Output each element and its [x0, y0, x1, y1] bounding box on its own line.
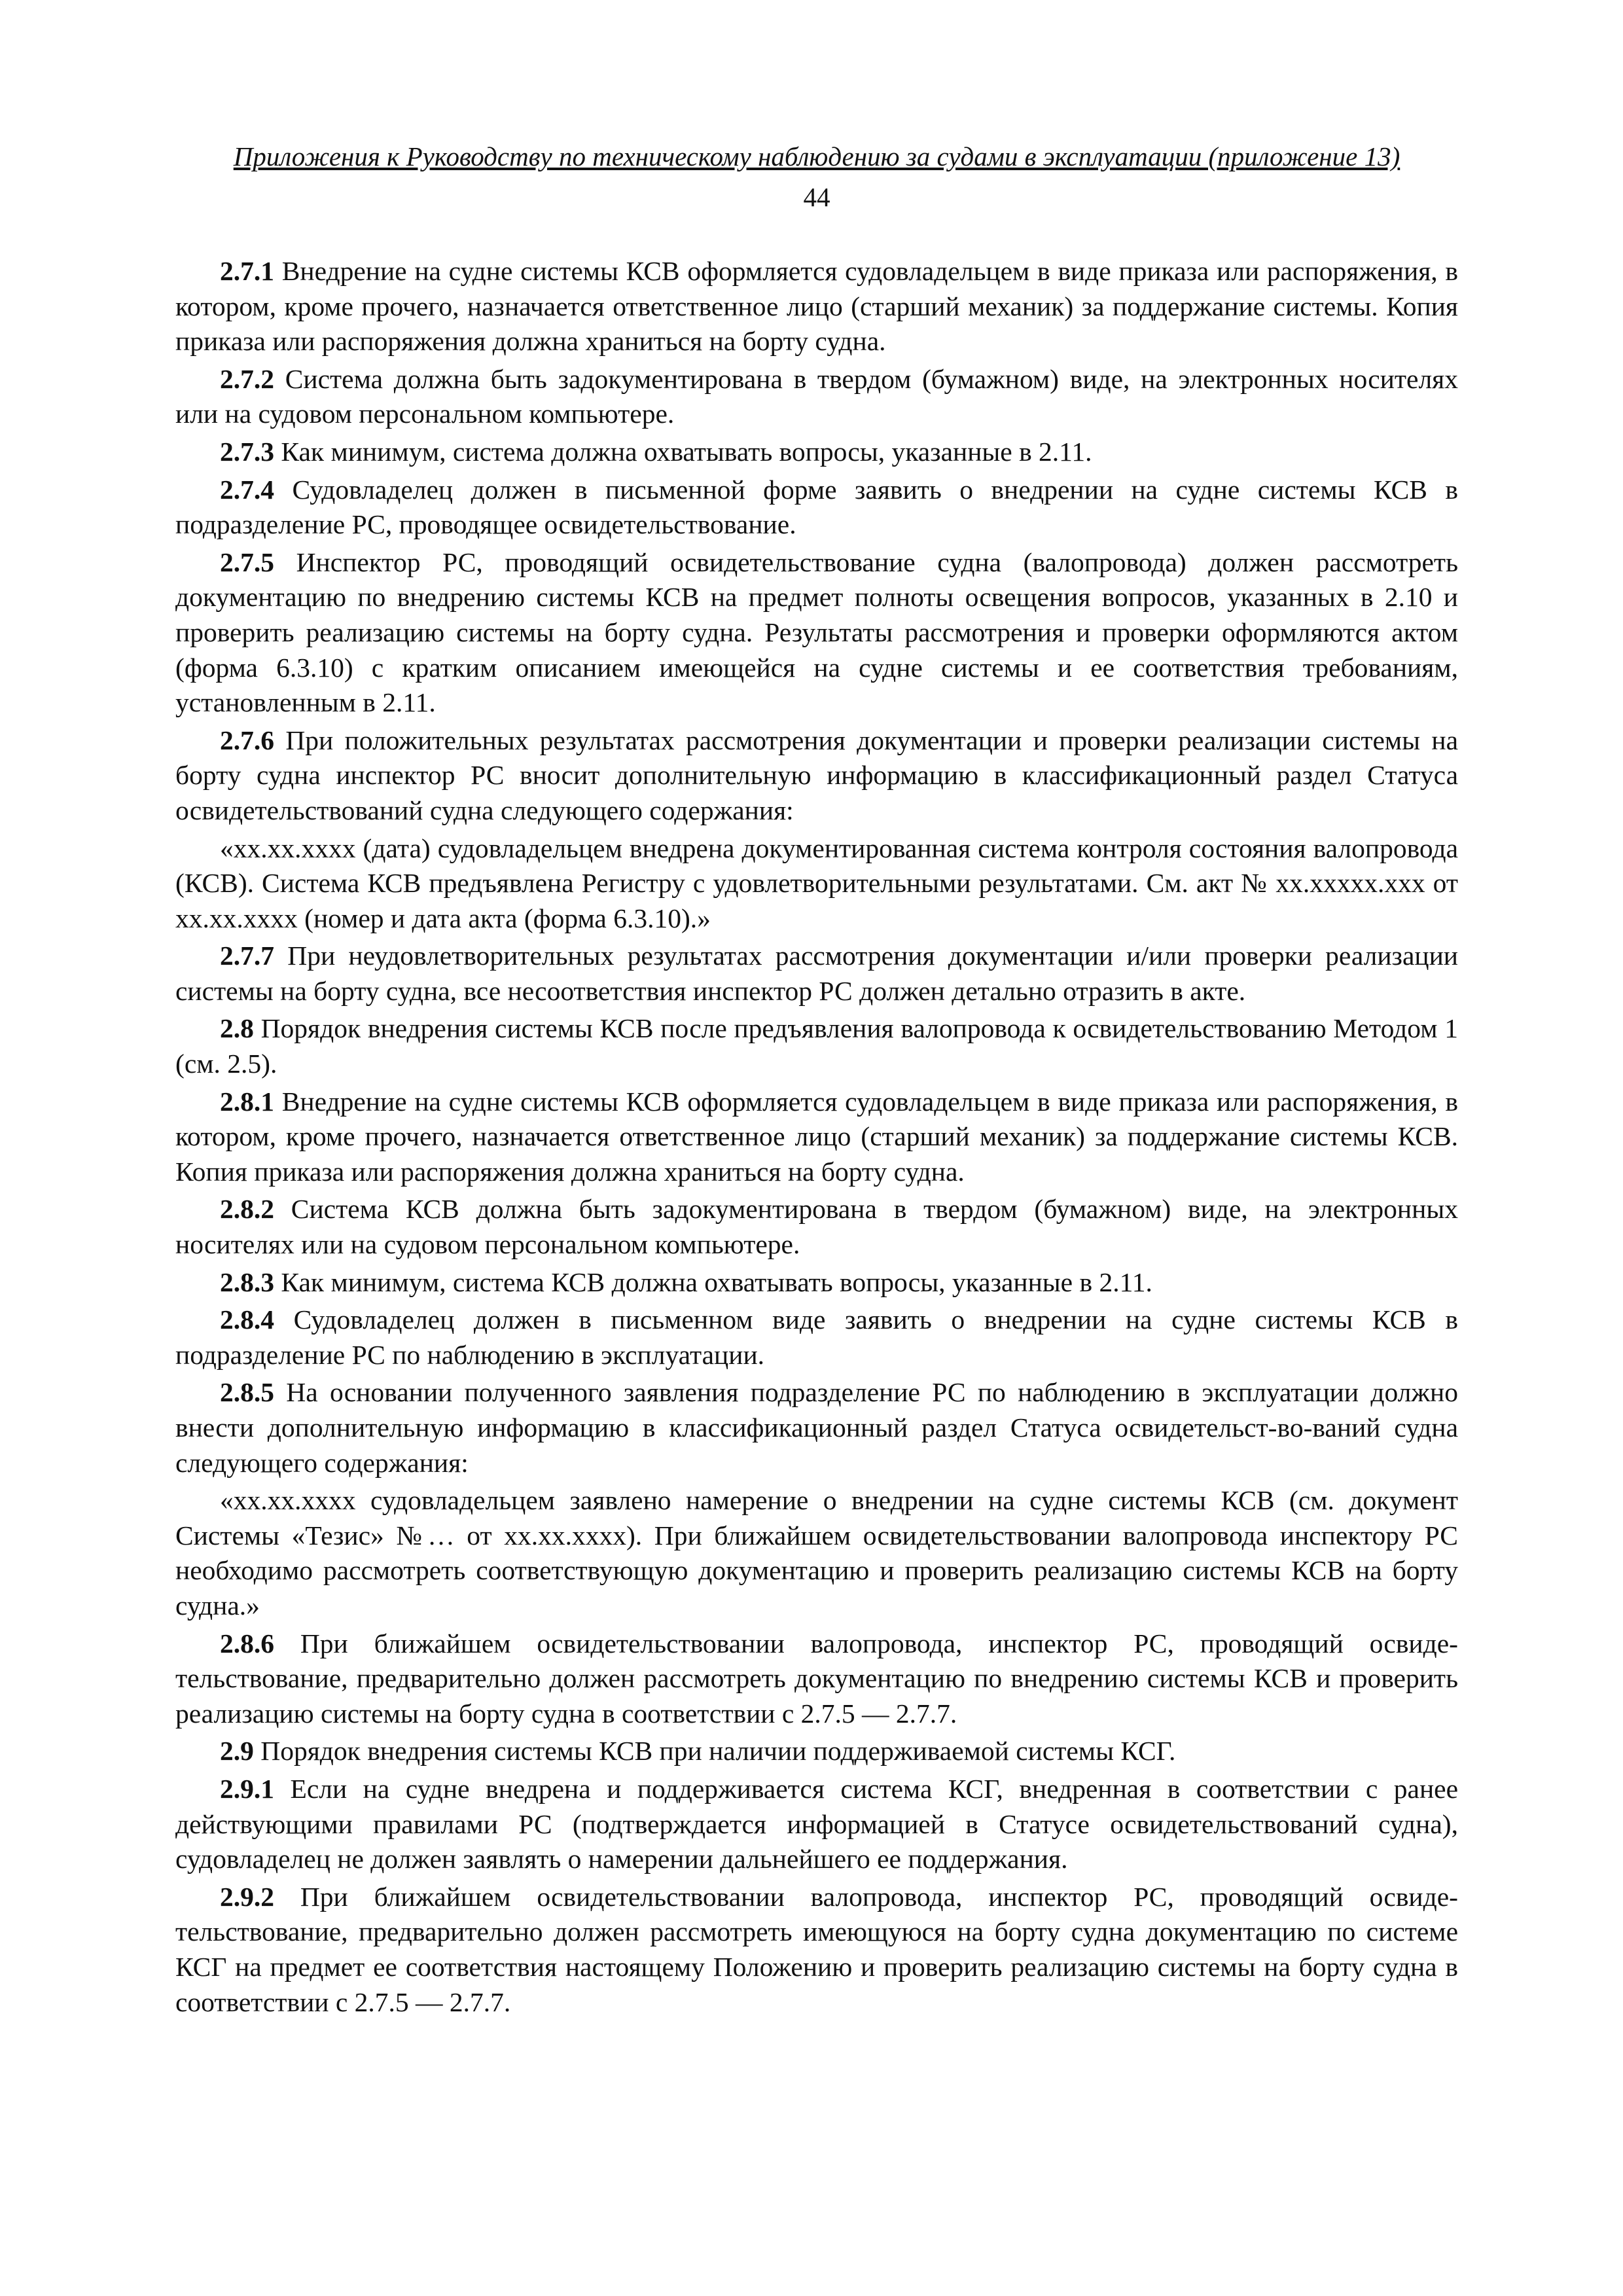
paragraph-text: «xx.xx.xxxx (дата) судовладельцем внедрена документированная система контроля состояния валопровода (КСВ). Система КСВ предъявлена Регистру с удовлетворительными результатами. См. акт № xx.xxxxx.xxx от xx.xx.xxxx (номер и дата акта (форма 6.3.10).» [175, 833, 1458, 933]
paragraph-2-8 [175, 1011, 1458, 1081]
paragraph-2-7-3 [175, 435, 1458, 470]
document-body [175, 254, 1458, 2022]
paragraph-text: Порядок внедрения системы КСВ при наличии поддерживаемой системы КСГ. [253, 1736, 1176, 1767]
clause-number: 2.8.3 [220, 1266, 274, 1297]
clause-number: 2.8.1 [220, 1086, 274, 1117]
paragraph-text: При положительных результатах рассмотрения документации и проверки реализации системы на борту судна инспектор РС вносит дополнительную информацию в классификационный раздел Статуса освидетельствований судна следующего содержания: [175, 725, 1458, 825]
paragraph-text: «xx.xx.xxxx судовладельцем заявлено намерение о внедрении на судне системы КСВ (см. документ Системы «Тезис» №… от xx.xx.xxxx). При ближайшем освидетельствовании валопровода инспектору РС необходимо рассмотреть соответствующую документацию и проверить реализацию системы КСВ на борту судна.» [175, 1485, 1458, 1621]
clause-number: 2.7.4 [220, 474, 274, 505]
page-number: 44 [803, 182, 830, 212]
clause-number: 2.7.7 [220, 941, 274, 971]
paragraph-text: Порядок внедрения системы КСВ после предъявления валопровода к освидетельствованию Методом 1 (см. 2.5). [175, 1013, 1458, 1079]
paragraph-2-8-3 [175, 1265, 1458, 1300]
clause-number: 2.8 [220, 1013, 254, 1044]
paragraph-text: Судовладелец должен в письменном виде заявить о внедрении на судне системы КСВ в подразделение РС по наблюдению в эксплуатации. [175, 1304, 1458, 1370]
paragraph-2-7-5 [175, 545, 1458, 721]
paragraph-2-8-5 [175, 1375, 1458, 1480]
paragraph-text: Инспектор РС, проводящий освидетельствование судна (валопровода) должен рассмотреть документацию по внедрению системы КСВ на предмет полноты освещения вопросов, указанных в 2.10 и проверить реализацию системы на борту судна. Результаты рассмотрения и проверки оформляются актом (форма 6.3.10) с кратким описанием имеющейся на судне системы и ее соответствия требованиям, установленным в 2.11. [175, 547, 1458, 718]
paragraph-2-7-4 [175, 473, 1458, 543]
paragraph-2-7-7 [175, 939, 1458, 1009]
paragraph-text: Если на судне внедрена и поддерживается система КСГ, внедренная в соответствии с ранее действующими правилами РС (подтверждается информацией в Статусе освидетельствований судна), судовладелец не должен заявлять о намерении дальнейшего ее поддержания. [175, 1773, 1458, 1874]
running-header: Приложения к Руководству по техническому наблюдению за судами в эксплуатации (приложение 13) [233, 141, 1400, 171]
paragraph-2-8-2 [175, 1192, 1458, 1262]
paragraph-text: Внедрение на судне системы КСВ оформляется судовладельцем в виде приказа или распоряжения, в котором, кроме прочего, назначается ответственное лицо (старший механик) за поддержание системы КСВ. Копия приказа или распоряжения должна храниться на борту судна. [175, 1086, 1458, 1187]
paragraph-2-7-6 [175, 723, 1458, 829]
clause-number: 2.7.5 [220, 547, 274, 577]
paragraph-text: Система КСВ должна быть задокументирована в твердом (бумажном) виде, на электронных носителях или на судовом персональном компьютере. [175, 1194, 1458, 1260]
paragraph-text: Как минимум, система КСВ должна охватывать вопросы, указанные в 2.11. [274, 1266, 1152, 1297]
paragraph-text: Судовладелец должен в письменной форме заявить о внедрении на судне системы КСВ в подразделение РС, проводящее освидетельствование. [175, 474, 1458, 540]
paragraph-2-7-2 [175, 362, 1458, 432]
clause-number: 2.8.2 [220, 1194, 274, 1225]
paragraph-2-7-1 [175, 254, 1458, 359]
clause-number: 2.7.2 [220, 363, 274, 394]
clause-number: 2.8.4 [220, 1304, 274, 1335]
paragraph-text: Как минимум, система должна охватывать вопросы, указанные в 2.11. [274, 436, 1092, 467]
paragraph-text: При ближайшем освидетельствовании валопровода, инспектор РС, проводящий освиде-тельствование, предварительно должен рассмотреть документацию по внедрению системы КСВ и проверить реализацию системы на борту судна в соответствии с 2.7.5 — 2.7.7. [175, 1628, 1458, 1729]
paragraph-2-9-2 [175, 1880, 1458, 2020]
clause-number: 2.9.1 [220, 1773, 274, 1804]
quoted-status-entry-1 [175, 831, 1458, 937]
clause-number: 2.9 [220, 1736, 254, 1767]
paragraph-2-9 [175, 1734, 1458, 1769]
paragraph-2-8-6 [175, 1626, 1458, 1732]
paragraph-2-8-1 [175, 1085, 1458, 1190]
clause-number: 2.7.3 [220, 436, 274, 467]
clause-number: 2.9.2 [220, 1881, 274, 1912]
paragraph-2-8-4 [175, 1302, 1458, 1372]
clause-number: 2.7.1 [220, 256, 274, 286]
clause-number: 2.8.5 [220, 1377, 274, 1408]
paragraph-text: Система должна быть задокументирована в твердом (бумажном) виде, на электронных носителях или на судовом персональном компьютере. [175, 363, 1458, 429]
paragraph-2-9-1 [175, 1772, 1458, 1877]
quoted-status-entry-2 [175, 1483, 1458, 1623]
paragraph-text: На основании полученного заявления подразделение РС по наблюдению в эксплуатации должно внести дополнительную информацию в классификационный раздел Статуса освидетельст-во-ваний судна следующего содержания: [175, 1377, 1458, 1478]
paragraph-text: Внедрение на судне системы КСВ оформляется судовладельцем в виде приказа или распоряжения, в котором, кроме прочего, назначается ответственное лицо (старший механик) за поддержание системы. Копия приказа или распоряжения должна храниться на борту судна. [175, 256, 1458, 357]
paragraph-text: При ближайшем освидетельствовании валопровода, инспектор РС, проводящий освиде-тельствование, предварительно должен рассмотреть имеющуюся на борту судна документацию по системе КСГ на предмет ее соответствия настоящему Положению и проверить реализацию системы на борту судна в соответствии с 2.7.5 — 2.7.7. [175, 1881, 1458, 2017]
clause-number: 2.7.6 [220, 725, 274, 755]
clause-number: 2.8.6 [220, 1628, 274, 1659]
paragraph-text: При неудовлетворительных результатах рассмотрения документации и/или проверки реализации системы на борту судна, все несоответствия инспектор РС должен детально отразить в акте. [175, 941, 1458, 1006]
